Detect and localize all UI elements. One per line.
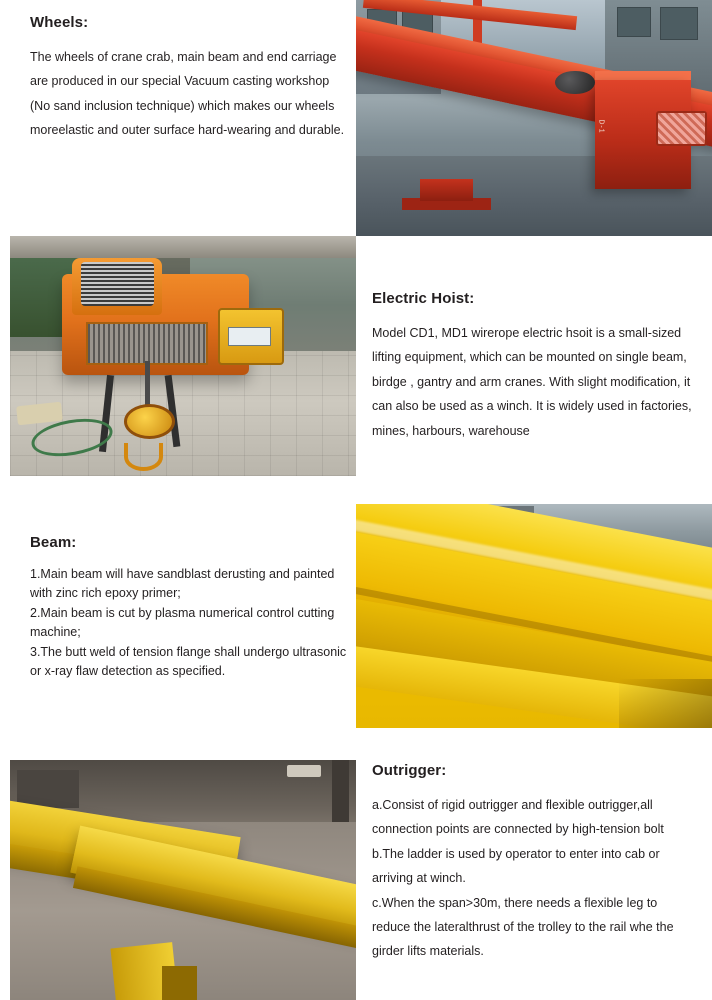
- wheels-text-column: [30, 14, 350, 143]
- section-electric-hoist: [0, 236, 712, 498]
- beam-text-column: [30, 534, 350, 681]
- red-crane-girder-photo: [356, 0, 712, 236]
- section-outrigger: [0, 738, 712, 1000]
- beam-paragraph-2: 2.Main beam is cut by plasma numerical control cutting machine;: [30, 605, 335, 640]
- page-title: Wheels:: [30, 14, 89, 31]
- section-beam: [0, 498, 712, 738]
- outrigger-heading: Outrigger:: [372, 762, 447, 779]
- electric-hoist-heading: Electric Hoist:: [372, 290, 475, 307]
- outrigger-paragraph-a: a.Consist of rigid outrigger and flexible outrigger,all connection points are connected by high-tension bolt: [372, 798, 664, 837]
- outrigger-paragraph-b: b.The ladder is used by operator to enter into cab or arriving at winch.: [372, 846, 660, 886]
- section-wheels: [0, 0, 712, 236]
- electric-hoist-text-column: [372, 290, 692, 443]
- outrigger-text-column: [372, 762, 694, 964]
- photo-watermark-label: D-1: [598, 119, 606, 134]
- wheels-paragraph: The wheels of crane crab, main beam and end carriage are produced in our special Vacuum casting workshop (No sand inclusion technique) which makes our wheels moreelastic and outer surface hard-wearing and durable.: [30, 50, 345, 138]
- electric-hoist-paragraph: Model CD1, MD1 wirerope electric hsoit is a small-sized lifting equipment, which can be mounted on single beam, birdge , gantry and arm cranes. With slight modification, it can also be used as a winch. It is widely used in factories, mines, harbours, warehouse: [372, 326, 692, 438]
- beam-paragraph-3: 3.The butt weld of tension flange shall undergo ultrasonic or x-ray flaw detection as specified.: [30, 644, 347, 678]
- outrigger-paragraph-c: c.When the span>30m, there needs a flexible leg to reduce the lateralthrust of the trolley to the rail whe the girder lifts materials.: [372, 895, 674, 959]
- yellow-beam-closeup-photo: [356, 504, 712, 728]
- yellow-beams-workshop-photo: [10, 760, 356, 1000]
- beam-paragraph-1: 1.Main beam will have sandblast derusting and painted with zinc rich epoxy primer;: [30, 567, 335, 601]
- orange-electric-hoist-photo: [10, 236, 356, 476]
- beam-heading: Beam:: [30, 534, 77, 551]
